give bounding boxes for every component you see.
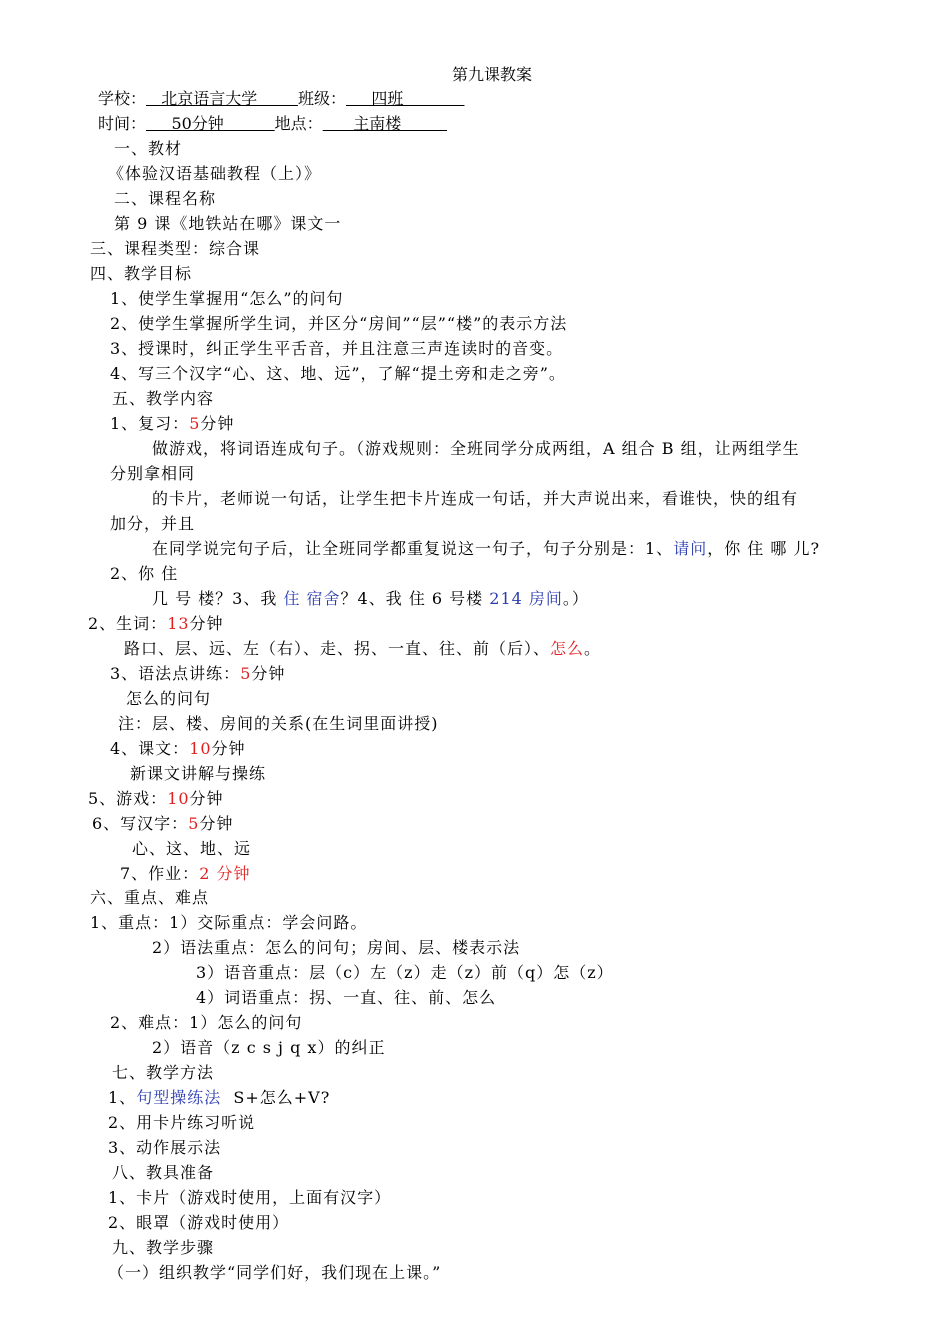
sentence-text: 。）: [562, 589, 589, 608]
time-label: 时间：: [98, 114, 147, 133]
section-7-heading: 七、教学方法: [112, 1063, 215, 1082]
grammar-unit: 分钟: [251, 664, 286, 683]
text-unit: 分钟: [211, 739, 246, 758]
method-formula: S+怎么+V?: [221, 1088, 331, 1107]
grammar-minutes: 5: [240, 664, 252, 683]
goal-item: 2、使学生掌握所学生词，并区分“房间”“层”“楼”的表示方法: [110, 314, 568, 333]
game-rule-line: 分别拿相同: [110, 464, 196, 483]
game-rule-line: 加分，并且: [110, 514, 196, 533]
review-minutes: 5: [189, 414, 201, 433]
game-minutes: 10: [167, 789, 190, 808]
school-line: [98, 88, 464, 110]
vocab-words: 路口、层、远、左（右）、走、拐、一直、往、前（后）、: [124, 639, 551, 658]
vocab-line: [88, 613, 224, 635]
key-point: 2）语法重点：怎么的问句；房间、层、楼表示法: [152, 938, 521, 957]
key-point: 3）语音重点：层（c）左（z）走（z）前（q）怎（z）: [196, 963, 614, 982]
class-label: 班级：: [297, 89, 346, 108]
section-6-heading: 六、重点、难点: [90, 888, 210, 907]
homework-label: 7、作业：: [120, 864, 200, 883]
method-3: 3、动作展示法: [108, 1138, 222, 1157]
vocab-minutes: 13: [167, 614, 190, 633]
difficulty-point: 2、难点：1）怎么的问句: [110, 1013, 303, 1032]
grammar-note: 注：层、楼、房间的关系(在生词里面讲授): [118, 714, 439, 733]
method-num: 1、: [108, 1088, 137, 1107]
vocab-list: [124, 638, 601, 660]
repeat-text-end: ，你 住 哪 儿?: [707, 539, 821, 558]
section-4-heading: 四、教学目标: [90, 264, 193, 283]
step-1: （一）组织教学“同学们好，我们现在上课。”: [108, 1263, 442, 1282]
text-line: [110, 738, 246, 760]
place-value: 主南楼: [322, 114, 447, 133]
section-2-heading: 二、课程名称: [114, 189, 217, 208]
text-minutes: 10: [189, 739, 212, 758]
write-unit: 分钟: [199, 814, 234, 833]
vocab-highlight: 怎么: [550, 639, 585, 658]
game-label: 5、游戏：: [88, 789, 168, 808]
section-9-heading: 九、教学步骤: [112, 1238, 215, 1257]
section-3-heading: 三、课程类型：综合课: [90, 239, 261, 258]
vocab-unit: 分钟: [189, 614, 224, 633]
section-1-heading: 一、教材: [114, 139, 183, 158]
time-line: [98, 113, 447, 135]
homework-line: [120, 863, 250, 885]
review-label: 1、复习：: [110, 414, 190, 433]
grammar-text: 怎么的问句: [126, 689, 212, 708]
vocab-end: 。: [584, 639, 602, 658]
time-value: 50分钟: [146, 114, 275, 133]
key-point: 4）词语重点：拐、一直、往、前、怎么: [196, 988, 497, 1007]
repeat-text: 在同学说完句子后，让全班同学都重复说这一句子，句子分别是：1、: [152, 539, 674, 558]
repeat-highlight: 请问: [673, 539, 708, 558]
text-label: 4、课文：: [110, 739, 190, 758]
place-label: 地点：: [274, 114, 323, 133]
class-value: 四班: [345, 89, 465, 108]
repeat-sentence-line: [152, 538, 820, 560]
school-value: 北京语言大学: [146, 89, 298, 108]
sentence-3-4: [152, 588, 589, 610]
write-line: [92, 813, 233, 835]
review-unit: 分钟: [200, 414, 235, 433]
section-5-heading: 五、教学内容: [112, 389, 215, 408]
sentence-highlight: 214 房间: [489, 589, 563, 608]
grammar-label: 3、语法点讲练：: [110, 664, 241, 683]
lesson-name: 第 9 课《地铁站在哪》课文一: [114, 214, 342, 233]
tool-item: 2、眼罩（游戏时使用）: [108, 1213, 290, 1232]
sentence-text: ？4、我 住 6 号楼: [340, 589, 490, 608]
review-line: [110, 413, 234, 435]
goal-item: 3、授课时，纠正学生平舌音，并且注意三声连读时的音变。: [110, 339, 564, 358]
tool-item: 1、卡片（游戏时使用，上面有汉字）: [108, 1188, 392, 1207]
vocab-label: 2、生词：: [88, 614, 168, 633]
school-label: 学校：: [98, 89, 147, 108]
game-unit: 分钟: [189, 789, 224, 808]
sentence-2: 2、你 住: [110, 564, 179, 583]
page-title: 第九课教案: [452, 65, 533, 84]
textbook-name: 《体验汉语基础教程（上）》: [108, 164, 322, 183]
sentence-highlight: 住 宿舍: [283, 589, 341, 608]
key-point: 1、重点：1）交际重点：学会问路。: [90, 913, 368, 932]
sentence-text: 几 号 楼？3、我: [152, 589, 284, 608]
goal-item: 1、使学生掌握用“怎么”的问句: [110, 289, 344, 308]
method-2: 2、用卡片练习听说: [108, 1113, 256, 1132]
difficulty-point: 2）语音（z c s j q x）的纠正: [152, 1038, 386, 1057]
write-minutes: 5: [188, 814, 200, 833]
game-line: [88, 788, 224, 810]
grammar-line: [110, 663, 285, 685]
write-label: 6、写汉字：: [92, 814, 189, 833]
method-1: [108, 1087, 330, 1109]
game-rule-line: 的卡片，老师说一句话，让学生把卡片连成一句话，并大声说出来，看谁快，快的组有: [152, 489, 799, 508]
homework-value: 2 分钟: [199, 864, 251, 883]
method-highlight: 句型操练法: [136, 1088, 222, 1107]
text-desc: 新课文讲解与操练: [130, 764, 267, 783]
game-rule-line: 做游戏，将词语连成句子。（游戏规则：全班同学分成两组，A 组合 B 组，让两组学生: [152, 439, 800, 458]
section-8-heading: 八、教具准备: [112, 1163, 215, 1182]
write-chars: 心、这、地、远: [132, 839, 252, 858]
goal-item: 4、写三个汉字“心、这、地、远”，了解“提土旁和走之旁”。: [110, 364, 566, 383]
